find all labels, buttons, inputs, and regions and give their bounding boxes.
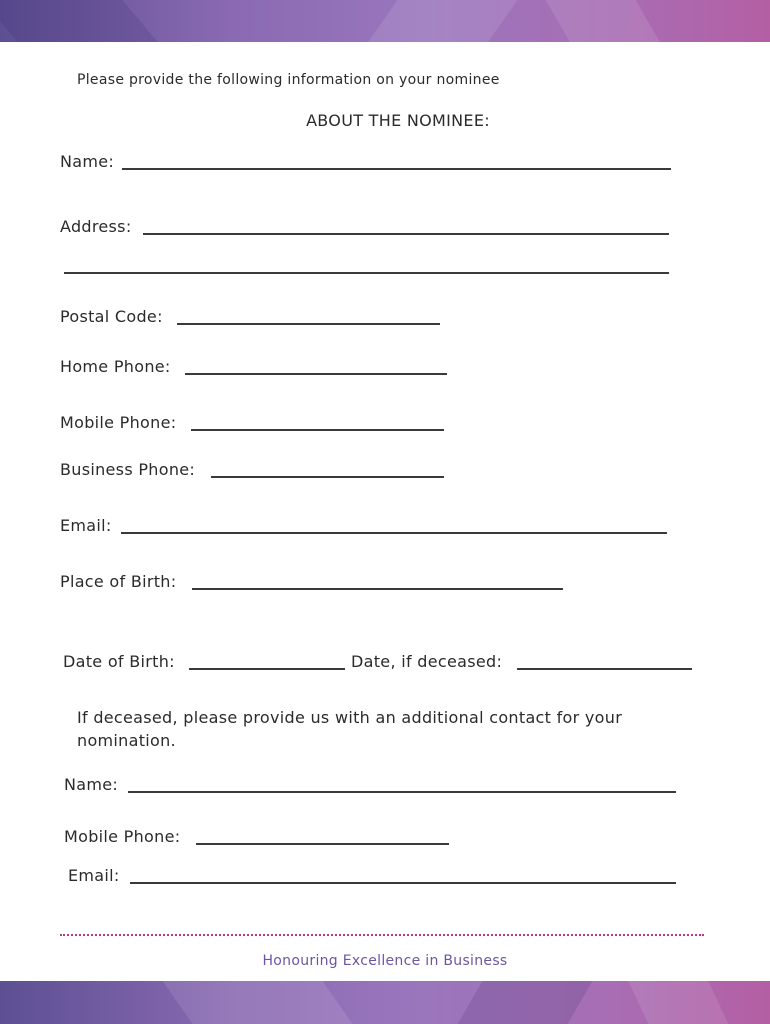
date-of-birth-label: Date of Birth: (63, 652, 175, 671)
home-phone-label: Home Phone: (60, 357, 171, 376)
name-input-line[interactable] (122, 168, 671, 170)
name-label: Name: (60, 152, 115, 171)
place-of-birth-input-line[interactable] (192, 588, 563, 590)
deceased-note-line-1: If deceased, please provide us with an additional contact for your (77, 708, 623, 727)
footer-tagline: Honouring Excellence in Business (262, 953, 508, 969)
date-deceased-label: Date, if deceased: (351, 652, 503, 671)
date-of-birth-input-line[interactable] (189, 668, 345, 670)
email-input-line[interactable] (121, 532, 667, 534)
address-label: Address: (60, 217, 132, 236)
address-input-line-2[interactable] (64, 272, 669, 274)
intro-text: Please provide the following information on your nominee (77, 72, 500, 88)
contact-mobile-phone-input-line[interactable] (196, 843, 449, 845)
footer-divider (60, 934, 704, 936)
home-phone-input-line[interactable] (185, 373, 447, 375)
mobile-phone-input-line[interactable] (191, 429, 444, 431)
contact-name-input-line[interactable] (128, 791, 676, 793)
business-phone-input-line[interactable] (211, 476, 444, 478)
address-input-line-1[interactable] (143, 233, 669, 235)
place-of-birth-label: Place of Birth: (60, 572, 177, 591)
postal-code-label: Postal Code: (60, 307, 163, 326)
contact-email-label: Email: (68, 866, 120, 885)
business-phone-label: Business Phone: (60, 460, 196, 479)
postal-code-input-line[interactable] (177, 323, 440, 325)
contact-mobile-phone-label: Mobile Phone: (64, 827, 181, 846)
header-band (0, 0, 770, 42)
date-deceased-input-line[interactable] (517, 668, 692, 670)
deceased-note-line-2: nomination. (77, 731, 176, 750)
footer-band (0, 981, 770, 1024)
mobile-phone-label: Mobile Phone: (60, 413, 177, 432)
contact-name-label: Name: (64, 775, 119, 794)
contact-email-input-line[interactable] (130, 882, 676, 884)
section-title: ABOUT THE NOMINEE: (306, 111, 490, 130)
email-label: Email: (60, 516, 112, 535)
